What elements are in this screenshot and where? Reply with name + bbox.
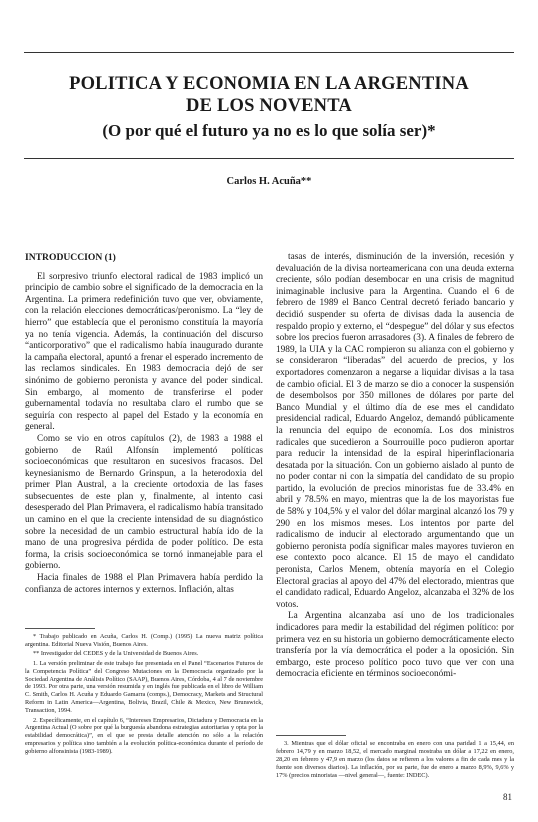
page-number: 81	[503, 792, 512, 802]
left-paragraph-2: Como se vio en otros capítulos (2), de 1983 a 1988 el gobierno de Raúl Alfonsín implementó políticas socioeconómicas que resultaron en sucesivos fracasos. Del keynesianismo de Bernardo Grinspun, a la heterodoxia del primer Plan Austral, a la creciente ortodoxia de las fases subsecuentes de este plan y, finalmente, al intento casi desesperado del Plan Primavera, el radicalismo había transitado un camino en el que la creciente intensidad de su diagnóstico sobre la necesidad de un cambio estructural había ido de la mano de una progresiva pérdida de poder político. De esta forma, la crisis socioeconómica se tornó inmanejable para el gobierno.	[25, 433, 263, 572]
right-footnote-separator	[276, 735, 346, 736]
right-footnotes	[276, 740, 514, 780]
author: Carlos H. Acuña**	[226, 176, 312, 187]
right-paragraph-2: La Argentina alcanzaba así uno de los tradicionales indicadores para medir la estabilidad del régimen político: por primera vez en su historia un gobierno democráticamente electo transfería por la vía democrática el poder a la oposición. Sin embargo, este proceso político poco tuvo que ver con una democracia eficiente en términos socioeconómi-	[276, 611, 515, 680]
title-line-2: DE LOS NOVENTA	[186, 96, 352, 116]
top-rule	[24, 52, 514, 53]
footnote-star: * Trabajo publicado en Acuña, Carlos H. (Comp.) (1995) La nueva matriz política argentina. Editorial Nueva Visión, Buenos Aires.	[25, 633, 263, 648]
footnote-1: 1. La versión preliminar de este trabajo fue presentada en el Panel “Escenarios Futuros de la Competencia Política” del Congreso Mutaciones en la Democracia organizado por la Sociedad Argentina de Análisis Político (SAAP), Buenos Aires, Córdoba, 4 al 7 de noviembre de 1993. Por otra parte, una versión resumida y en inglés fue publicada en el libro de William C. Smith, Carlos H. Acuña y Eduardo Gamarra (comps.), Democracy, Markets and Structural Reform in Latin America—Argentina, Bolivia, Brazil, Chile & Mexico, New Brunswick, Transaction, 1994.	[25, 659, 263, 715]
footnote-3: 3. Mientras que el dólar oficial se encontraba en enero con una paridad 1 a 15,44, en febrero 14,79 y en marzo 18,52, el mercado marginal mostraba un dólar a 17,22 en enero, 28,20 en febrero y 47,9 en marzo (los datos se refieren a los valores a fin de cada mes y la fuente son diversos diarios). La inflación, por su parte, fue de enero a marzo 8,9%, 9,6% y 17% (precios minoristas —nivel general—, fuente: INDEC).	[276, 740, 514, 779]
left-paragraph-3: Hacia finales de 1988 el Plan Primavera había perdido la confianza de actores internos y externos. Inflación, altas	[25, 573, 263, 595]
subtitle: (O por qué el futuro ya no es lo que solía ser)*	[102, 121, 436, 140]
section-heading: INTRODUCCION (1)	[25, 252, 116, 263]
title-bottom-rule	[24, 158, 514, 159]
left-footnotes	[25, 633, 263, 758]
footnote-2: 2. Específicamente, en el capítulo 6, “Intereses Empresarios, Dictadura y Democracia en la Argentina Actual (O sobre por qué la burguesía abandona estrategias autoritarias y opta por la estabilidad democrática)”, en el que se presta detalle atención no sólo a la relación empresarios y política sino también a la evolución política-económica durante el período de gobierno alfonsinista (1983-1989).	[25, 716, 263, 756]
left-column	[25, 252, 263, 596]
right-column	[276, 252, 514, 681]
title-line-1: POLITICA Y ECONOMIA EN LA ARGENTINA	[69, 74, 469, 94]
left-paragraph-1: El sorpresivo triunfo electoral radical de 1983 implicó un principio de cambio sobre el significado de la democracia en la Argentina. La primera redefinición tuvo que ver, obviamente, con la relación elecciones democráticas/peronismo. La “ley de hierro” que establecía que el peronismo constituía la mayoría ya no tenía vigencia. Además, la continuación del discurso “anticorporativo” que el radicalismo había inaugurado durante la campaña electoral, apuntó a frenar el esperado incremento de las reclamos sindicales. En 1983 democracia dejó de ser sinónimo de gobierno peronista y avance del poder sindical. Sin embargo, al momento de transferirse el poder gubernamental todavía no resultaba claro el rumbo que se seguiría con respecto al papel del Estado y la economía en general.	[25, 271, 263, 433]
left-footnote-separator	[25, 628, 95, 629]
right-paragraph-1: tasas de interés, disminución de la inversión, recesión y devaluación de la divisa norteamericana con una deuda externa creciente, sólo podían desembocar en una crisis de magnitud inimaginable inclusive para la Argentina. Cuando el 6 de febrero de 1989 el Banco Central decretó feriado bancario y decidió suspender su oferta de divisas dada la ausencia de respaldo propio y externo, el “despegue” del dólar y sus efectos sobre los precios fueron arrasadores (3). A finales de febrero de 1989, la UIA y la CAC rompieron su alianza con el gobierno y se consideraron “liberadas” del acuerdo de precios, y los exportadores comenzaron a negarse a liquidar divisas a la tasa de cambio oficial. El 3 de marzo se dio a conocer la suspensión de desembolsos por 350 millones de dólares por parte del Banco Mundial y el último día de ese mes el candidato presidencial radical, Eduardo Angeloz, demandó públicamente la renuncia del equipo de economía. Los dos ministros radicales que sucedieron a Sourrouille poco pudieron aportar para reducir la intensidad de la espiral hiperinflacionaria desatada por la situación. Con un gobierno aislado al punto de no poder contar ni con la simpatía del candidato de su propio partido, la evolución de precios minoristas fue de 33.4% en abril y 78.5% en mayo, mientras que la de los mayoristas fue de 58% y 104,5% y el valor del dólar marginal alcanzó los 79 y 290 en los mismos meses. Los intentos por parte del radicalismo de inducir al electorado argumentando que un gobierno peronista podía significar males mayores tuvieron en ese contexto poco alcance. El 15 de mayo el candidato peronista, Carlos Menem, obtenía mayoría en el Colegio Electoral gracias al apoyo del 47% del electorado, mientras que el candidato radical, Eduardo Angeloz, alcanzaba el 32% de los votos.	[276, 252, 514, 610]
footnote-double-star: ** Investigador del CEDES y de la Universidad de Buenos Aires.	[33, 650, 199, 658]
